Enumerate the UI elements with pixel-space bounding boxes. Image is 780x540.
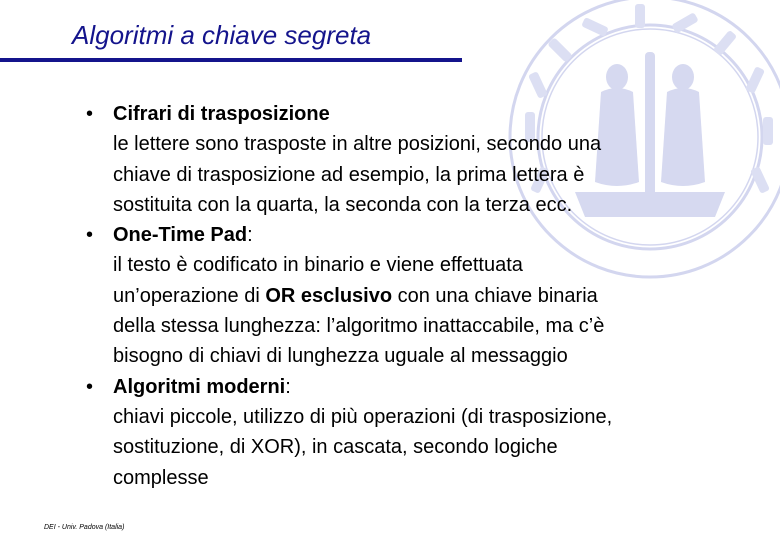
bullet-text-line: il testo è codificato in binario e viene effettuata xyxy=(113,254,523,277)
bullet-text-line: complesse xyxy=(113,466,209,489)
bullet-text-line: sostituita con la quarta, la seconda con la terza ecc. xyxy=(113,193,573,216)
bullet-heading: One-Time Pad xyxy=(113,224,248,247)
bullet-heading-line xyxy=(113,372,746,402)
bullet-icon: • xyxy=(86,103,94,125)
bullet-icon: • xyxy=(86,224,94,247)
bullet-text-line: della stessa lunghezza: l’algoritmo inattaccabile, ma c’è xyxy=(113,315,605,338)
bullet-text-line: bisogno di chiavi di lunghezza uguale al messaggio xyxy=(113,345,568,368)
slide-title: Algoritmi a chiave segreta xyxy=(72,20,372,50)
bullet-list xyxy=(86,99,746,493)
bullet-heading: Cifrari di trasposizione xyxy=(113,103,330,125)
text-segment: con una chiave binaria xyxy=(392,284,598,307)
bullet-item-transposition xyxy=(86,99,746,220)
bullet-heading-line xyxy=(113,99,746,129)
bullet-text-line: chiavi piccole, utilizzo di più operazioni (di trasposizione, xyxy=(113,405,613,428)
bullet-text-line: sostituzione, di XOR), in cascata, secondo logiche xyxy=(113,436,558,459)
bullet-text-line xyxy=(113,281,746,311)
bullet-item-one-time-pad xyxy=(86,220,746,371)
heading-suffix: : xyxy=(285,375,291,398)
bold-term: OR esclusivo xyxy=(265,284,393,307)
bullet-heading-line xyxy=(113,220,746,250)
bullet-item-modern-algorithms xyxy=(86,372,746,493)
bullet-heading: Algoritmi moderni xyxy=(113,375,286,398)
heading-suffix: : xyxy=(247,224,253,247)
slide-footer: DEI - Univ. Padova (Italia) xyxy=(44,524,125,531)
title-underline xyxy=(0,58,462,62)
bullet-text-line: chiave di trasposizione ad esempio, la prima lettera è xyxy=(113,163,585,186)
text-segment: un’operazione di xyxy=(113,284,266,307)
bullet-text-line: le lettere sono trasposte in altre posizioni, secondo una xyxy=(113,133,602,156)
bullet-icon: • xyxy=(86,375,94,398)
